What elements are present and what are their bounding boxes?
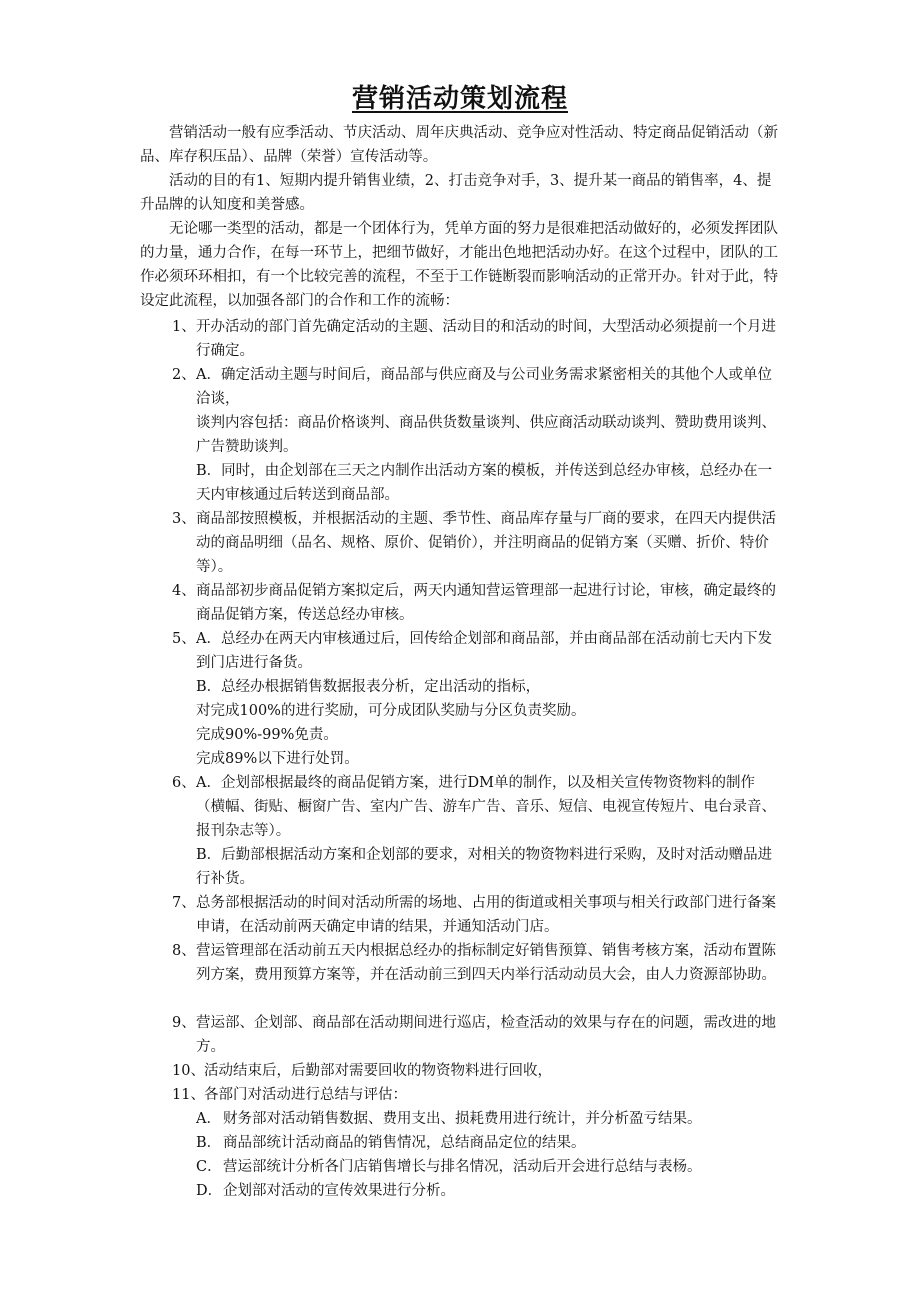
step-number: 4、	[172, 583, 196, 599]
evaluation-text: 商品部统计活动商品的销售情况，总结商品定位的结果。	[223, 1135, 586, 1151]
step-detail: B．总经办根据销售数据报表分析，定出活动的指标，	[196, 679, 541, 695]
step-item	[172, 1083, 782, 1107]
evaluation-text: 营运部统计分析各门店销售增长与排名情况，活动后开会进行总结与表杨。	[223, 1159, 702, 1175]
step-number: 6、	[172, 775, 196, 791]
step-text: A．确定活动主题与时间后，商品部与供应商及与公司业务需求紧密相关的其他个人或单位洽谈，	[196, 367, 772, 407]
evaluation-item	[196, 1107, 782, 1131]
step-item	[172, 1059, 782, 1083]
step-detail: 谈判内容包括：商品价格谈判、商品供货数量谈判、供应商活动联动谈判、赞助费用谈判、广告赞助谈判。	[196, 415, 776, 455]
step-item	[172, 363, 782, 411]
step-detail: 对完成100%的进行奖励，可分成团队奖励与分区负责奖励。	[196, 703, 586, 719]
step-number: 10、	[172, 1063, 205, 1079]
step-number: 8、	[172, 943, 196, 959]
step-text: 各部门对活动进行总结与评估：	[204, 1087, 407, 1103]
step-detail: 完成90%-99%免责。	[196, 727, 338, 743]
step-number: 3、	[172, 511, 196, 527]
step-item	[172, 1011, 782, 1059]
evaluation-letter: D．	[196, 1183, 223, 1199]
step-detail: B．同时，由企划部在三天之内制作出活动方案的模板，并传送到总经办审核，总经办在一天内审核通过后转送到商品部。	[196, 463, 773, 503]
step-number: 5、	[172, 631, 196, 647]
step-item	[172, 771, 782, 843]
step-item	[172, 891, 782, 939]
step-item	[172, 315, 782, 363]
evaluation-letter: A．	[196, 1111, 221, 1127]
step-item	[172, 627, 782, 675]
evaluation-text: 财务部对活动销售数据、费用支出、损耗费用进行统计，并分析盈亏结果。	[223, 1111, 702, 1127]
step-number: 11、	[172, 1087, 205, 1103]
evaluation-text: 企划部对活动的宣传效果进行分析。	[223, 1183, 455, 1199]
step-text: 总务部根据活动的时间对活动所需的场地、占用的街道或相关事项与相关行政部门进行备案申请，在活动前两天确定申请的结果，并通知活动门店。	[196, 895, 776, 935]
evaluation-item	[196, 1131, 782, 1155]
step-detail: 完成89%以下进行处罚。	[196, 751, 359, 767]
teamwork-paragraph: 无论哪一类型的活动，都是一个团体行为，凭单方面的努力是很难把活动做好的，必须发挥团队的力量，通力合作，在每一环节上，把细节做好，才能出色地把活动办好。在这个过程中，团队的工作必须环环相扣，有一个比较完善的流程，不至于工作链断裂而影响活动的正常开办。针对于此，特设定此流程，以加强各部门的合作和工作的流畅：	[140, 221, 778, 309]
step-item	[172, 939, 782, 987]
step-text: A．总经办在两天内审核通过后，回传给企划部和商品部，并由商品部在活动前七天内下发到门店进行备货。	[196, 631, 772, 671]
step-text: A．企划部根据最终的商品促销方案，进行DM单的制作，以及相关宣传物资物料的制作（横幅、街贴、橱窗广告、室内广告、游车广告、音乐、短信、电视宣传短片、电台录音、报刊杂志等）。	[196, 775, 776, 839]
purpose-paragraph: 活动的目的有1、短期内提升销售业绩，2、打击竞争对手，3、提升某一商品的销售率，4、提升品牌的认知度和美誉感。	[140, 173, 772, 213]
evaluation-item	[196, 1179, 782, 1203]
step-item	[172, 579, 782, 627]
evaluation-letter: C．	[196, 1159, 222, 1175]
intro-paragraph: 营销活动一般有应季活动、节庆活动、周年庆典活动、竞争应对性活动、特定商品促销活动（新品、库存积压品）、品牌（荣誉）宣传活动等。	[140, 125, 778, 165]
step-text: 商品部初步商品促销方案拟定后，两天内通知营运管理部一起进行讨论，审核，确定最终的商品促销方案，传送总经办审核。	[196, 583, 776, 623]
step-number: 1、	[172, 319, 196, 335]
step-text: 活动结束后，后勤部对需要回收的物资物料进行回收，	[204, 1063, 552, 1079]
step-item	[172, 507, 782, 579]
step-text: 营运部、企划部、商品部在活动期间进行巡店，检查活动的效果与存在的问题，需改进的地方。	[196, 1015, 776, 1055]
step-number: 2、	[172, 367, 196, 383]
step-number: 9、	[172, 1015, 196, 1031]
step-number: 7、	[172, 895, 196, 911]
step-text: 商品部按照模板，并根据活动的主题、季节性、商品库存量与厂商的要求，在四天内提供活动的商品明细（品名、规格、原价、促销价），并注明商品的促销方案（买赠、折价、特价等）。	[196, 511, 776, 575]
evaluation-item	[196, 1155, 782, 1179]
document-title: 营销活动策划流程	[351, 84, 568, 114]
evaluation-letter: B．	[196, 1135, 222, 1151]
step-text: 营运管理部在活动前五天内根据总经办的指标制定好销售预算、销售考核方案，活动布置陈列方案，费用预算方案等，并在活动前三到四天内举行活动动员大会，由人力资源部协助。	[196, 943, 776, 983]
step-text: 开办活动的部门首先确定活动的主题、活动目的和活动的时间，大型活动必须提前一个月进行确定。	[196, 319, 776, 359]
step-detail: B．后勤部根据活动方案和企划部的要求，对相关的物资物料进行采购，及时对活动赠品进行补货。	[196, 847, 773, 887]
